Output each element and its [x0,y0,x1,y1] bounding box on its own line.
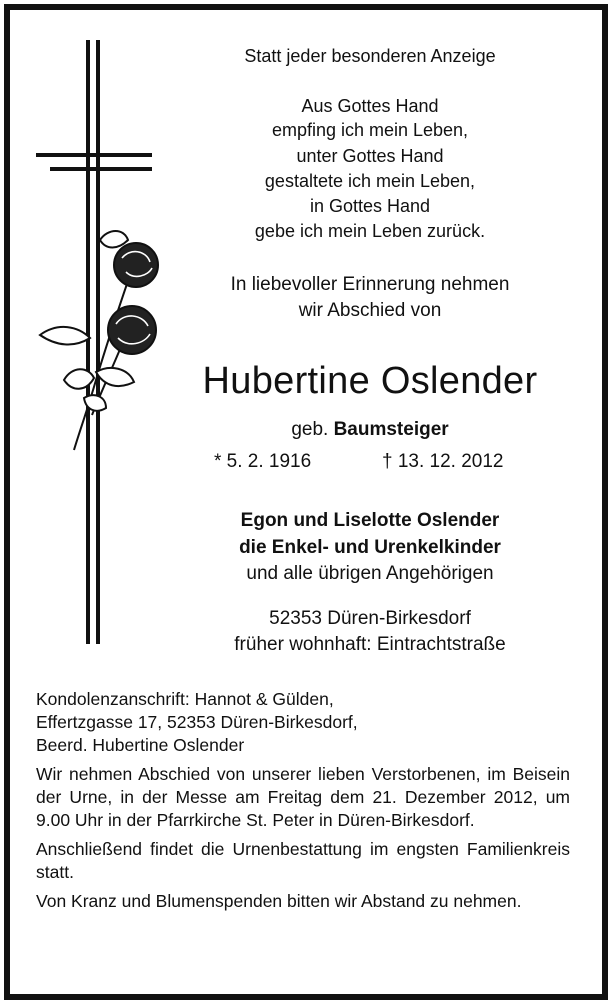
condolence-line: Kondolenzanschrift: Hannot & Gülden, [36,689,334,709]
poem-line: unter Gottes Hand [296,146,444,166]
paragraph-service: Wir nehmen Abschied von unserer lieben Verstorbenen, im Beisein der Urne, in der Messe am Freitag dem 21. Dezember 2012, um 9.00 Uhr in der Pfarrkirche St. Peter in Düren-Birkesdorf. [36,764,570,830]
address-line: 52353 Düren-Birkesdorf [269,608,471,629]
address-line: früher wohnhaft: Eintrachtstraße [234,634,506,655]
birth-name [160,417,580,442]
condolence-line: Effertzgasse 17, 52353 Düren-Birkesdorf, [36,712,358,732]
birth-date: * 5. 2. 1916 [214,451,312,472]
paragraph-flowers: Von Kranz und Blumenspenden bitten wir Abstand zu nehmen. [36,891,522,911]
mourner-line: die Enkel- und Urenkelkinder [239,537,501,558]
paragraph-burial: Anschließend findet die Urnenbestattung im engsten Familienkreis statt. [36,839,570,882]
intro-line: wir Abschied von [298,300,442,321]
poem-line: empfing ich mein Leben, [271,120,469,140]
birth-name-prefix: geb. [291,419,329,440]
condolence-block [36,688,570,913]
intro-line: In liebevoller Erinnerung nehmen [230,274,510,295]
poem-line: gebe ich mein Leben zurück. [254,221,486,241]
condolence-line: Beerd. Hubertine Oslender [36,735,245,755]
header-line: Statt jeder besonderen Anzeige [244,46,496,66]
poem-line: gestaltete ich mein Leben, [264,171,476,191]
deceased-name: Hubertine Oslender [202,360,538,402]
poem-line: in Gottes Hand [309,196,431,216]
death-date: † 13. 12. 2012 [382,451,504,472]
mourner-line: Egon und Liselotte Oslender [240,510,500,531]
birth-name-value: Baumsteiger [333,419,449,440]
mourner-line: und alle übrigen Angehörigen [246,563,494,584]
poem-line: Aus Gottes Hand [301,96,439,116]
